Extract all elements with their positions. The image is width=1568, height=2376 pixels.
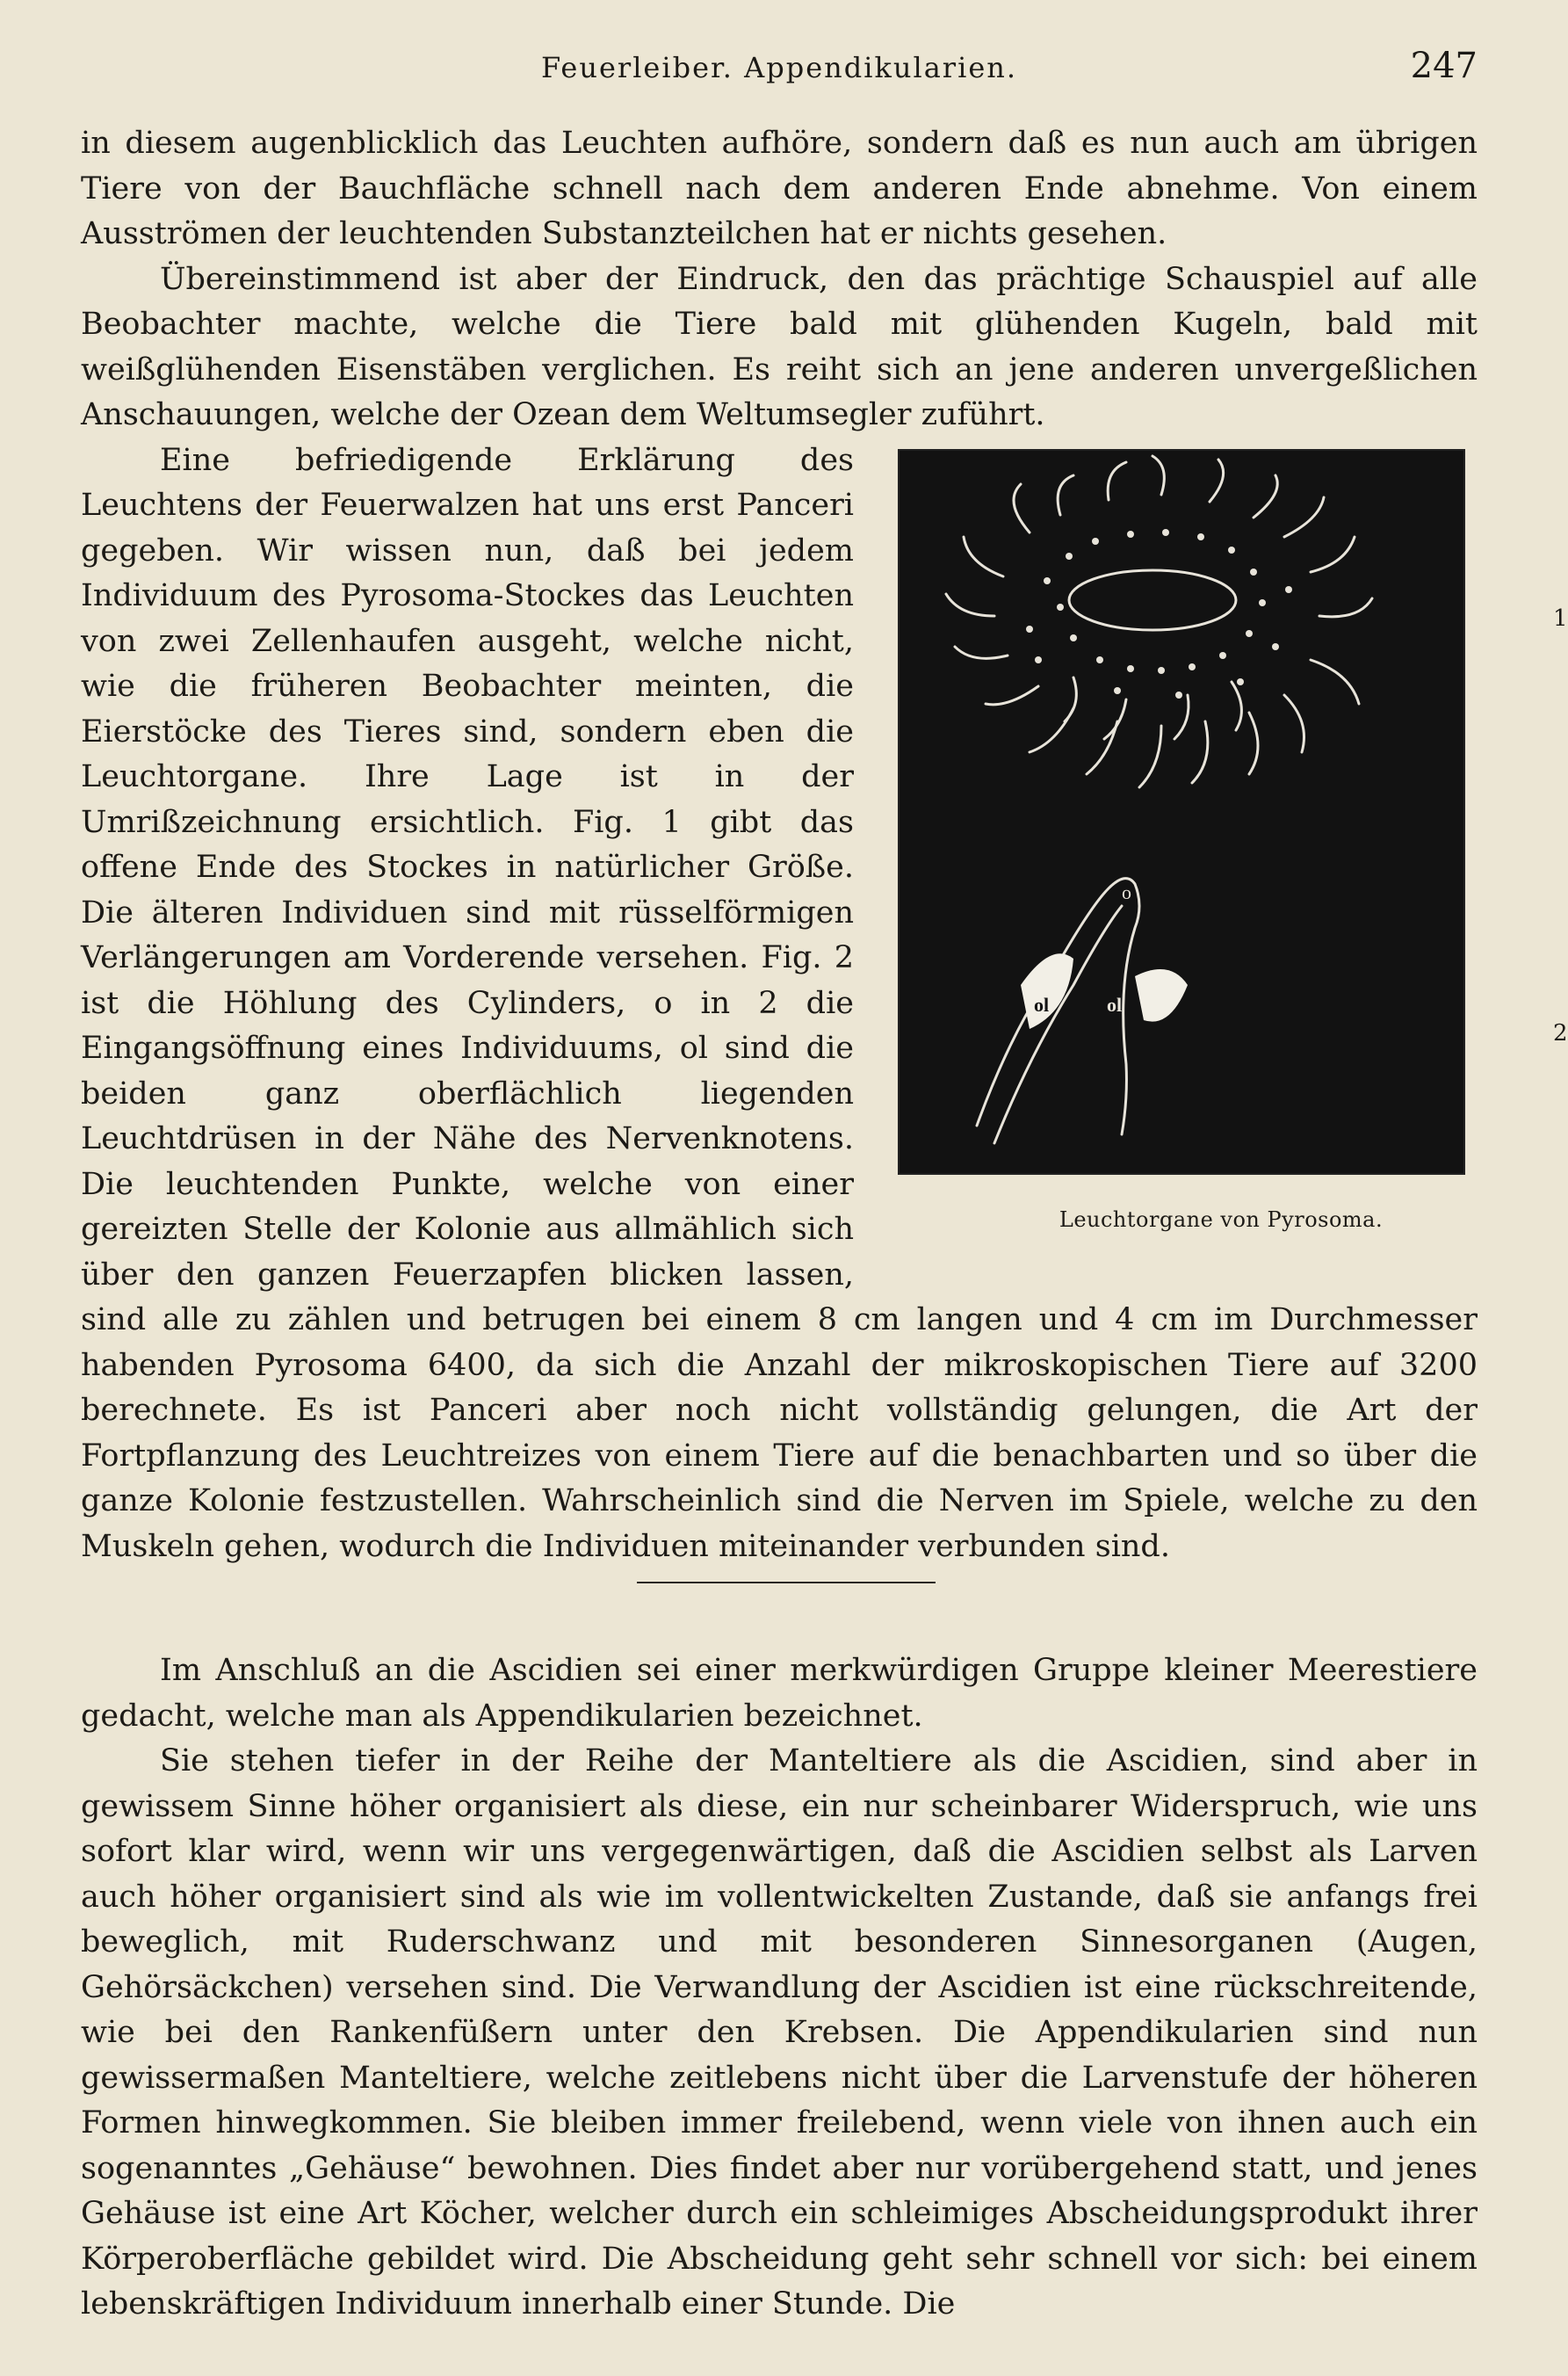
- section-divider: [637, 1582, 936, 1583]
- page-header: [81, 46, 1478, 98]
- label-o: o: [1122, 880, 1131, 903]
- light-gland-right: [1135, 969, 1188, 1022]
- paragraph: Im Anschluß an die Ascidien sei einer merkwürdigen Gruppe kleiner Meerestiere gedacht, welche man als Appendikularien bezeichnet.: [81, 1653, 1478, 1734]
- colony-opening: [1069, 570, 1236, 630]
- paragraph: Sie stehen tiefer in der Reihe der Manteltiere als die Ascidien, sind aber in gewissem Sinne höher organisiert als diese, ein nur scheinbarer Widerspruch, wie uns sofort klar wird, wenn wir uns vergegenwärtigen, daß die Ascidien selbst als Larven auch höher organisiert sind als wie im vollentwickelten Zustande, daß sie anfangs frei beweglich, mit Ruderschwanz und mit besonderen Sinnesorganen (Augen, Gehörsäckchen) versehen sind. Die Verwandlung der Ascidien ist eine rückschreitende, wie bei den Rankenfüßern unter den Krebsen. Die Appendikularien sind nun gewissermaßen Manteltiere, welche zeitlebens nicht über die Larvenstufe der höheren Formen hinwegkommen. Sie bleiben immer freilebend, wenn viele von ihnen auch ein sogenanntes „Gehäuse“ bewohnen. Dies findet aber nur vorübergehend statt, und jenes Gehäuse ist eine Art Köcher, welcher durch ein schleimiges Abscheidungsprodukt ihrer Körperoberfläche gebildet wird. Die Abscheidung geht sehr schnell vor sich: bei einem lebenskräftigen Individuum innerhalb einer Stunde. Die: [81, 1743, 1478, 2322]
- section-pyrosoma-text: [81, 121, 1568, 1569]
- label-ol-left: ol: [1034, 993, 1050, 1016]
- section-appendicularia-text: [81, 1648, 1478, 2328]
- paragraph-text: Eine befriedigende Erklärung des Leuchtens der Feuerwalzen hat uns erst Panceri gegeben. Wir wissen nun, daß bei jedem Individuum des Pyrosoma-Stockes das Leuchten von zwei Zellenhaufen ausgeht, welche nicht, wie die früheren Beobachter meinten, die Eierstöcke des Tieres sind, sondern eben die Leuchtorgane. Ihre Lage ist in der Umrißzeichnung ersichtlich. Fig. 1 gibt das offene Ende des Stockes in natürlicher Größe. Die älteren Individuen sind mit rüsselförmigen Verlängerungen am Vorderende versehen. Fig. 2 ist die Höhlung des Cylinders, o in 2 die Eingangsöffnung eines Individuums, ol sind die beiden ganz oberflächlich liegenden Leuchtdrüsen in der Nähe des Nervenknotens. Die leuchtenden Punkte, welche von einer gereizten Stelle der Kolonie aus allmählich sich über den ganzen Feuerzapfen blicken lassen, sind alle zu zählen und betrugen bei einem 8 cm langen und 4 cm im Durchmesser habenden Pyrosoma 6400, da sich die Anzahl der mikroskopischen Tiere auf 3200 berechnete. Es ist Panceri aber noch nicht vollständig gelungen, die Art der Fortpflanzung des Leuchtreizes von einem Tiere auf die benachbarten und so über die ganze Kolonie festzustellen. Wahrscheinlich sind die Nerven im Spiele, welche zu den Muskeln gehen, wodurch die Individuen miteinander verbunden sind.: [81, 442, 1478, 1564]
- paragraph: in diesem augenblicklich das Leuchten aufhöre, sondern daß es nun auch am übrigen Tiere von der Bauchfläche schnell nach dem anderen Ende abnehme. Von einem Ausströmen der leuchtenden Substanzteilchen hat er nichts gesehen.: [81, 126, 1478, 251]
- running-title: Feuerleiber. Appendikularien.: [540, 51, 1018, 84]
- figure-illustration: [898, 449, 1465, 1175]
- paragraph: Übereinstimmend ist aber der Eindruck, den das prächtige Schauspiel auf alle Beobachter machte, welche die Tiere bald mit glühenden Kugeln, bald mit weißglühenden Eisenstäben verglichen. Es reiht sich an jene anderen unvergeßlichen Anschauungen, welche der Ozean dem Weltumsegler zuführt.: [81, 261, 1478, 432]
- label-ol-right: ol: [1107, 993, 1123, 1016]
- figure-pyrosoma: [898, 449, 1568, 1266]
- paragraph-with-figure: [81, 438, 1568, 1570]
- page-number: 247: [1410, 46, 1478, 86]
- figure-caption: Leuchtorgane von Pyrosoma.: [1059, 1206, 1384, 1232]
- figure-number-2: 2: [1553, 1019, 1568, 1047]
- light-gland-left: [1021, 953, 1073, 1029]
- figure-number-1: 1: [1553, 605, 1568, 632]
- pyrosoma-drawing: [898, 449, 1465, 1175]
